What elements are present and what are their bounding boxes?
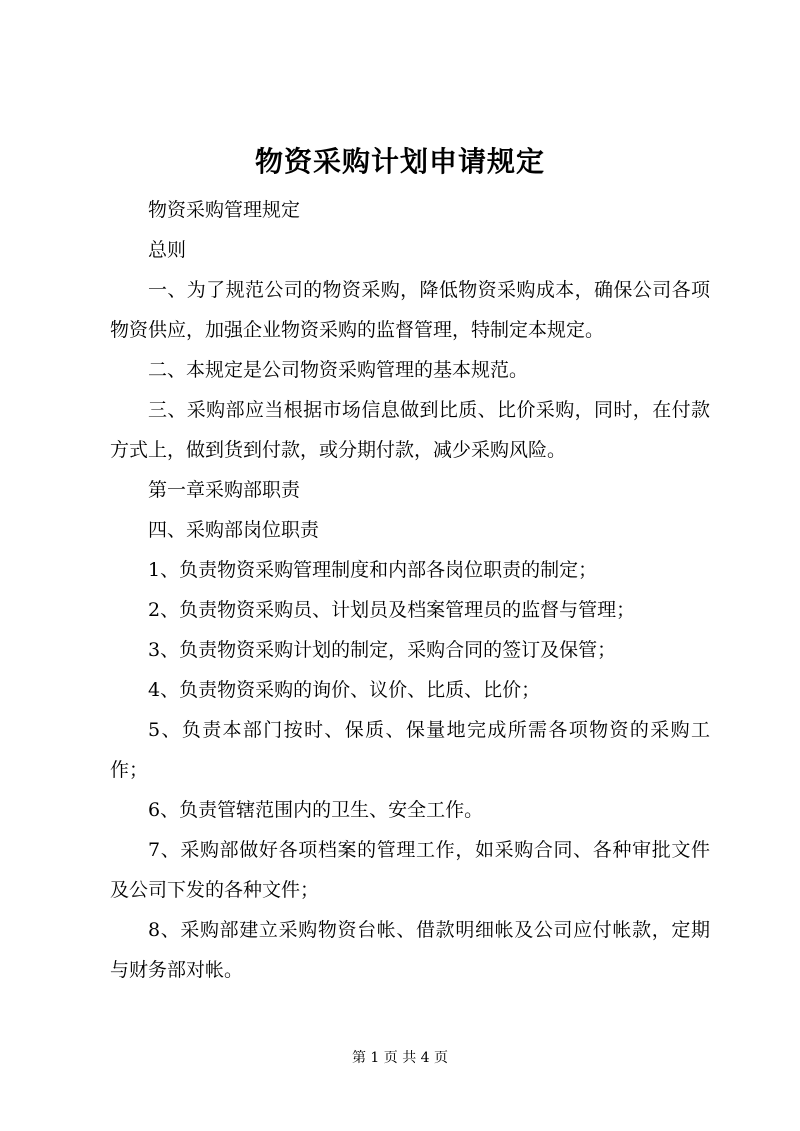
page-footer: 第 1 页 共 4 页 <box>351 1050 449 1066</box>
paragraph-6: 第一章采购部职责 <box>148 479 301 501</box>
paragraph-11: 4、负责物资采购的询价、议价、比质、比价； <box>148 679 541 701</box>
document-title: 物资采购计划申请规定 <box>254 145 545 178</box>
paragraph-3: 一、为了规范公司的物资采购，降低物资采购成本，确保公司各项物资供应，加强企业物资采购的监督管理，特制定本规定。 <box>110 279 710 341</box>
paragraph-14: 7、采购部做好各项档案的管理工作，如采购合同、各种审批文件及公司下发的各种文件； <box>110 839 710 901</box>
paragraph-12: 5、负责本部门按时、保质、保量地完成所需各项物资的采购工作； <box>110 719 710 781</box>
paragraph-9: 2、负责物资采购员、计划员及档案管理员的监督与管理； <box>148 599 636 621</box>
document-body <box>110 190 710 990</box>
paragraph-1: 物资采购管理规定 <box>148 199 301 221</box>
paragraph-5: 三、采购部应当根据市场信息做到比质、比价采购，同时，在付款方式上，做到货到付款，或分期付款，减少采购风险。 <box>110 399 710 461</box>
paragraph-10: 3、负责物资采购计划的制定，采购合同的签订及保管； <box>148 639 617 661</box>
paragraph-4: 二、本规定是公司物资采购管理的基本规范。 <box>148 359 529 381</box>
paragraph-13: 6、负责管辖范围内的卫生、安全工作。 <box>148 799 484 821</box>
paragraph-8: 1、负责物资采购管理制度和内部各岗位职责的制定； <box>148 559 598 581</box>
paragraph-15: 8、采购部建立采购物资台帐、借款明细帐及公司应付帐款，定期与财务部对帐。 <box>110 919 710 981</box>
paragraph-7: 四、采购部岗位职责 <box>148 519 320 541</box>
paragraph-2: 总则 <box>148 239 187 261</box>
